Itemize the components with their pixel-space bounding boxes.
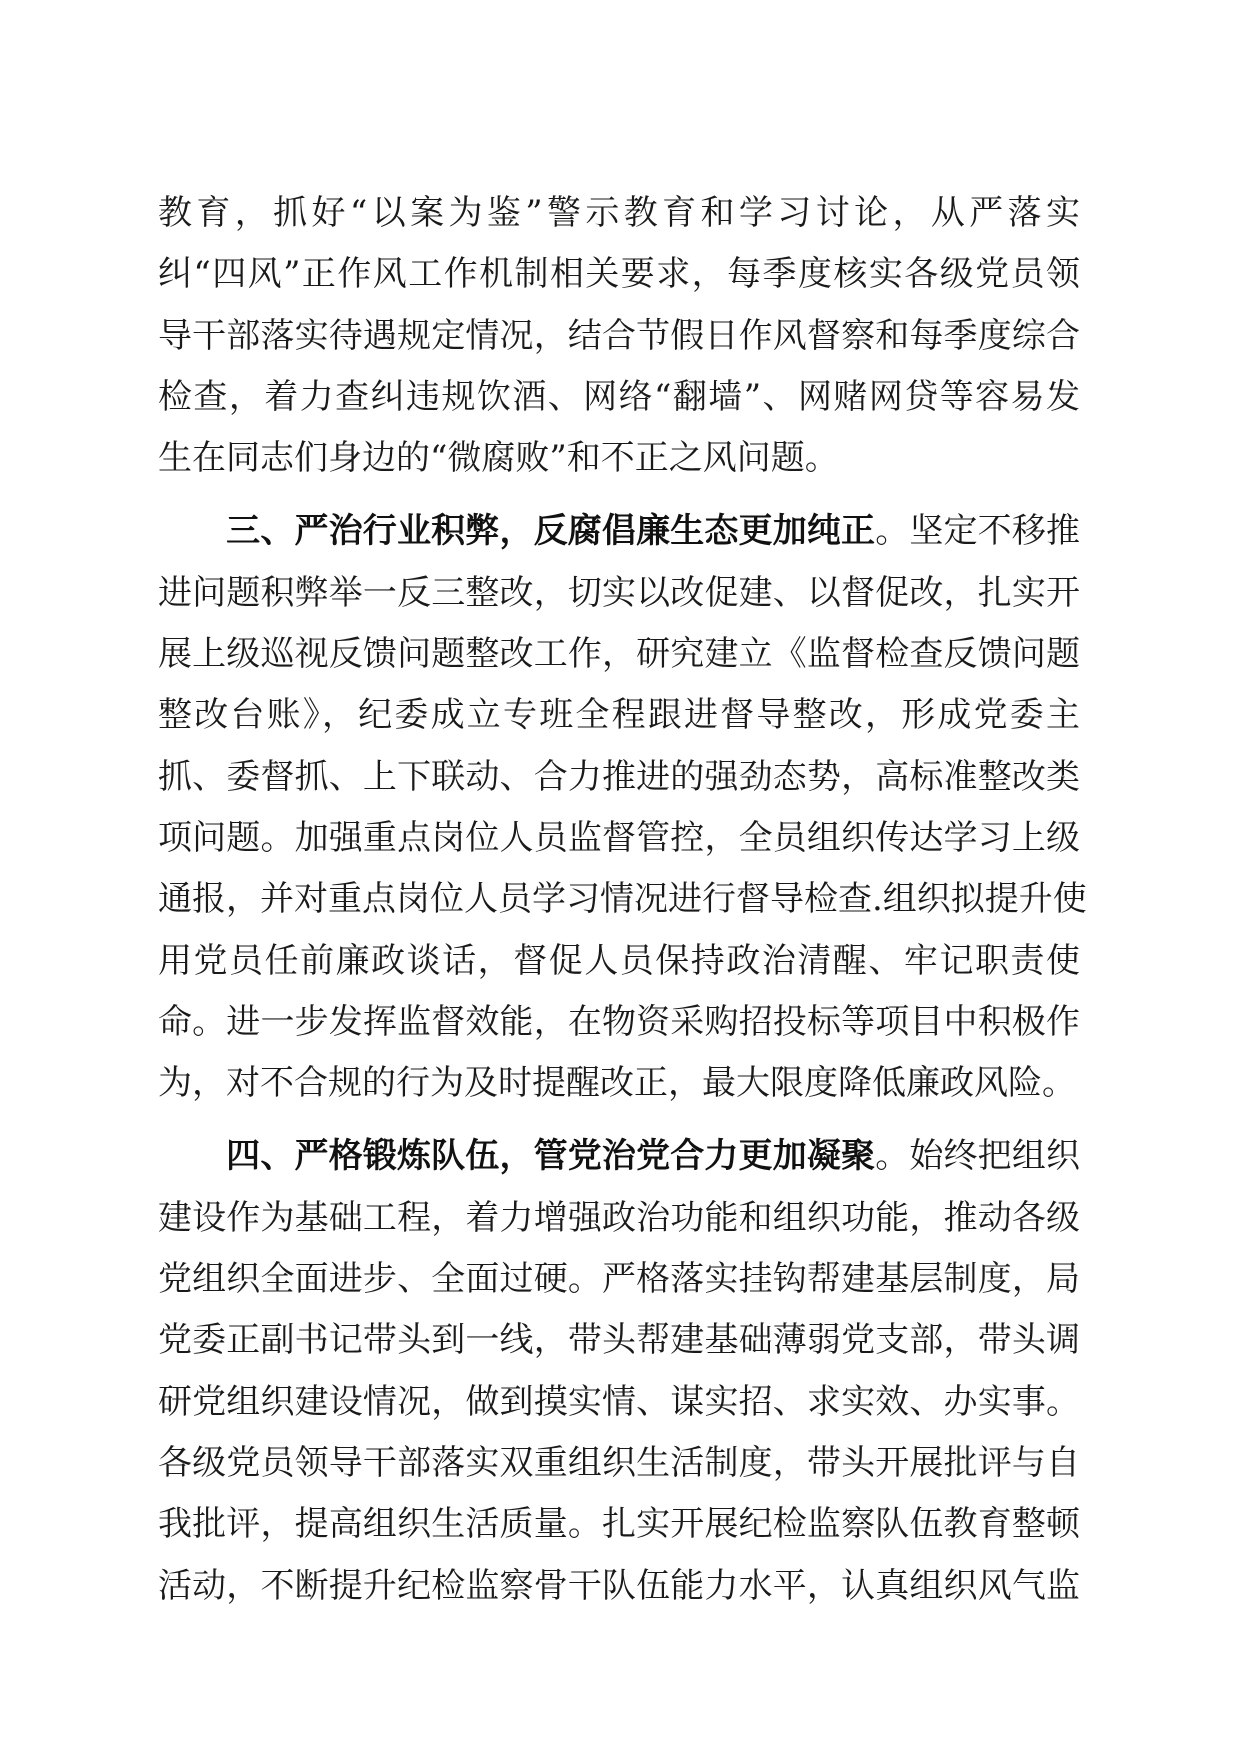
text-line: 我批评，提高组织生活质量。扎实开展纪检监察队伍教育整顿	[158, 1504, 1080, 1545]
text-line: 生在同志们身边的“微腐败”和不正之风问题。	[158, 438, 839, 479]
section-heading: 三、严治行业积弊，反腐倡廉生态更加纯正	[226, 511, 876, 552]
text-line: 整改台账》，纪委成立专班全程跟进督导整改，形成党委主	[158, 695, 1080, 736]
text-line: 建设作为基础工程，着力增强政治功能和组织功能，推动各级	[158, 1197, 1080, 1238]
paragraph-3	[158, 1126, 1080, 1616]
text-line: 导干部落实待遇规定情况，结合节假日作风督察和每季度综合	[158, 315, 1080, 356]
text-line: 展上级巡视反馈问题整改工作，研究建立《监督检查反馈问题	[158, 634, 1080, 675]
text-line: 教育，抓好“以案为鉴”警示教育和学习讨论，从严落实	[158, 193, 1080, 233]
text-line	[158, 501, 1080, 562]
text-line: 进问题积弊举一反三整改，切实以改促建、以督促改，扎实开	[158, 572, 1080, 613]
text-line: 各级党员领导干部落实双重组织生活制度，带头开展批评与自	[158, 1442, 1080, 1483]
paragraph-gap	[158, 489, 1080, 501]
text-line: 检查，着力查纠违规饮酒、网络“翻墙”、网赌网贷等容易发	[158, 376, 1080, 417]
text-line	[158, 1126, 1080, 1187]
text-line: 研党组织建设情况，做到摸实情、谋实招、求实效、办实事。	[158, 1381, 1080, 1422]
section-heading: 四、严格锻炼队伍，管党治党合力更加凝聚	[226, 1136, 876, 1177]
text-line: 为，对不合规的行为及时提醒改正，最大限度降低廉政风险。	[158, 1063, 1076, 1104]
text-line: 项问题。加强重点岗位人员监督管控，全员组织传达学习上级	[158, 817, 1080, 858]
text-line: 抓、委督抓、上下联动、合力推进的强劲态势，高标准整改类	[158, 756, 1080, 797]
paragraph-gap	[158, 1114, 1080, 1126]
paragraph-2	[158, 501, 1087, 1114]
document-body	[158, 183, 1087, 1617]
heading-rest-text: 。始终把组织	[875, 1136, 1081, 1177]
heading-rest-text: 。坚定不移推	[875, 511, 1081, 552]
text-line: 用党员任前廉政谈话，督促人员保持政治清醒、牢记职责使	[158, 940, 1080, 981]
text-line: 纠“四风”正作风工作机制相关要求，每季度核实各级党员领	[158, 254, 1080, 295]
text-line: 命。进一步发挥监督效能，在物资采购招投标等项目中积极作	[158, 1001, 1080, 1042]
text-line: 党委正副书记带头到一线，带头帮建基础薄弱党支部，带头调	[158, 1320, 1080, 1361]
text-line: 党组织全面进步、全面过硬。严格落实挂钩帮建基层制度，局	[158, 1259, 1080, 1300]
text-line: 活动，不断提升纪检监察骨干队伍能力水平，认真组织风气监	[158, 1565, 1080, 1606]
paragraph-1	[158, 183, 1080, 489]
text-line: 通报，并对重点岗位人员学习情况进行督导检查.组织拟提升使	[158, 879, 1087, 920]
